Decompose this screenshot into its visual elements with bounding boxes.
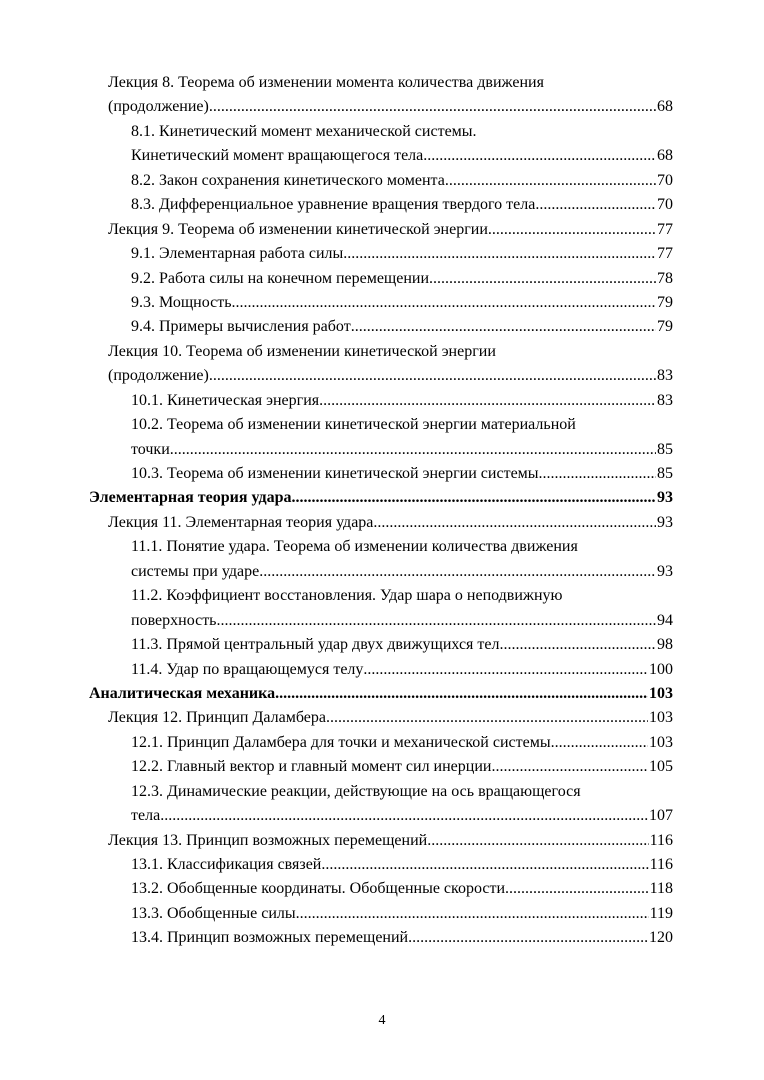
toc-entry-title: 9.2. Работа силы на конечном перемещении bbox=[131, 269, 430, 287]
toc-page-number: 119 bbox=[649, 904, 673, 922]
dot-leader bbox=[160, 804, 648, 828]
toc-entry[interactable] bbox=[89, 829, 673, 853]
toc-page-number: 103 bbox=[649, 684, 673, 702]
dot-leader bbox=[351, 315, 656, 339]
dot-leader bbox=[429, 267, 656, 291]
dot-leader bbox=[343, 242, 656, 266]
dot-leader bbox=[326, 706, 648, 730]
toc-entry-title: 10.1. Кинетическая энергия bbox=[131, 391, 320, 409]
toc-entry-line bbox=[89, 780, 673, 804]
toc-entry-title: (продолжение) bbox=[108, 98, 209, 116]
toc-entry-line bbox=[89, 535, 673, 559]
toc-page-number: 79 bbox=[657, 318, 673, 336]
toc-entry-title: Лекция 13. Принцип возможных перемещений bbox=[108, 831, 428, 849]
dot-leader bbox=[321, 853, 648, 877]
dot-leader bbox=[363, 658, 648, 682]
toc-entry[interactable] bbox=[89, 169, 673, 193]
toc-entry-title: Лекция 8. Теорема об изменении момента количества движения bbox=[108, 74, 544, 91]
dot-leader bbox=[488, 218, 656, 242]
dot-leader bbox=[291, 486, 656, 510]
toc-entry-title: поверхность bbox=[131, 611, 217, 629]
toc-entry[interactable] bbox=[89, 560, 673, 584]
toc-page-number: 70 bbox=[657, 171, 673, 189]
toc-entry[interactable] bbox=[89, 755, 673, 779]
toc-entry-title: тела bbox=[131, 807, 161, 825]
toc-page-number: 83 bbox=[657, 391, 673, 409]
dot-leader bbox=[505, 877, 649, 901]
toc-entry-line bbox=[89, 584, 673, 608]
dot-leader bbox=[259, 560, 656, 584]
toc-entry-title: 12.2. Главный вектор и главный момент сил инерции bbox=[131, 758, 492, 776]
toc-page-number: 118 bbox=[649, 880, 673, 898]
toc-entry-title: 9.3. Мощность bbox=[131, 293, 232, 311]
toc-entry-title: 10.2. Теорема об изменении кинетической энергии материальной bbox=[131, 416, 576, 434]
toc-entry-title: Лекция 11. Элементарная теория удара bbox=[108, 513, 374, 531]
toc-entry-title: точки bbox=[131, 440, 170, 458]
toc-page-number: 93 bbox=[657, 489, 673, 507]
toc-page-number: 77 bbox=[657, 220, 673, 238]
toc-entry-title: 11.4. Удар по вращающемуся телу bbox=[131, 660, 364, 678]
toc-page-number: 116 bbox=[649, 831, 673, 849]
toc-entry-title: 8.3. Дифференциальное уравнение вращения твердого тела bbox=[131, 196, 536, 214]
toc-entry[interactable] bbox=[89, 242, 673, 266]
dot-leader bbox=[408, 926, 648, 950]
toc-entry[interactable] bbox=[89, 364, 673, 388]
toc-entry[interactable] bbox=[89, 193, 673, 217]
toc-page-number: 68 bbox=[657, 98, 673, 116]
toc-entry[interactable] bbox=[89, 853, 673, 877]
toc-entry[interactable] bbox=[89, 609, 673, 633]
toc-entry[interactable] bbox=[89, 267, 673, 291]
toc-entry-title: Лекция 12. Принцип Даламбера bbox=[108, 709, 326, 727]
toc-page-number: 70 bbox=[657, 196, 673, 214]
toc-page-number: 77 bbox=[657, 245, 673, 263]
toc-entry[interactable] bbox=[89, 682, 673, 706]
toc-entry-line bbox=[89, 413, 673, 437]
dot-leader bbox=[491, 755, 648, 779]
toc-entry[interactable] bbox=[89, 633, 673, 657]
toc-page-number: 98 bbox=[657, 636, 673, 654]
toc-entry-title: 11.1. Понятие удара. Теорема об изменении количества движения bbox=[131, 538, 578, 556]
toc-entry-title: Кинетический момент вращающегося тела bbox=[131, 147, 424, 165]
toc-page-number: 120 bbox=[649, 929, 673, 947]
toc-entry-line bbox=[89, 340, 673, 364]
toc-entry[interactable] bbox=[89, 462, 673, 486]
toc-page-number: 78 bbox=[657, 269, 673, 287]
toc-entry-title: (продолжение) bbox=[108, 367, 209, 385]
toc-entry-line bbox=[89, 120, 673, 144]
toc-entry-title: Лекция 10. Теорема об изменении кинетической энергии bbox=[108, 342, 496, 360]
dot-leader bbox=[209, 364, 656, 388]
toc-entry[interactable] bbox=[89, 291, 673, 315]
toc-entry-title: 13.1. Классификация связей bbox=[131, 856, 322, 873]
toc-entry-title: 13.4. Принцип возможных перемещений bbox=[131, 929, 409, 947]
dot-leader bbox=[373, 511, 656, 535]
toc-page-number: 79 bbox=[657, 293, 673, 311]
toc-page-number: 85 bbox=[657, 465, 673, 482]
toc-entry[interactable] bbox=[89, 486, 673, 510]
page-number: 4 bbox=[378, 1013, 386, 1028]
toc-entry[interactable] bbox=[89, 804, 673, 828]
dot-leader bbox=[427, 829, 648, 853]
toc-entry-title: системы при ударе bbox=[131, 562, 260, 580]
toc-entry-title: 9.4. Примеры вычисления работ bbox=[131, 318, 351, 336]
dot-leader bbox=[445, 169, 656, 193]
toc-page-number: 100 bbox=[649, 660, 673, 678]
dot-leader bbox=[423, 144, 656, 168]
toc-page-number: 83 bbox=[657, 367, 673, 385]
toc-page-number: 85 bbox=[657, 440, 673, 458]
toc-entry-title: 12.1. Принцип Даламбера для точки и механической системы bbox=[131, 733, 551, 751]
toc-entry-title: 13.2. Обобщенные координаты. Обобщенные скорости bbox=[131, 880, 506, 898]
toc-entry[interactable] bbox=[89, 144, 673, 168]
dot-leader bbox=[535, 193, 656, 217]
toc-entry-title: 11.2. Коэффициент восстановления. Удар шара о неподвижную bbox=[131, 587, 563, 605]
toc-entry-title: 12.3. Динамические реакции, действующие на ось вращающегося bbox=[131, 782, 581, 800]
toc-entry-title: Аналитическая механика bbox=[89, 684, 276, 702]
toc-entry[interactable] bbox=[89, 438, 673, 462]
toc-entry[interactable] bbox=[89, 95, 673, 119]
toc-entry-title: 13.3. Обобщенные силы bbox=[131, 904, 296, 922]
toc-entry-title: 10.3. Теорема об изменении кинетической энергии системы bbox=[131, 465, 539, 482]
toc-entry-line bbox=[89, 71, 673, 95]
toc-entry-title: Лекция 9. Теорема об изменении кинетической энергии bbox=[108, 220, 488, 238]
dot-leader bbox=[551, 731, 648, 755]
toc-entry-title: 8.2. Закон сохранения кинетического момента bbox=[131, 171, 445, 189]
toc-entry[interactable] bbox=[89, 926, 673, 950]
dot-leader bbox=[296, 902, 649, 926]
dot-leader bbox=[319, 389, 656, 413]
toc-entry-title: 8.1. Кинетический момент механической системы. bbox=[131, 122, 477, 140]
dot-leader bbox=[539, 462, 656, 486]
toc-page-number: 103 bbox=[649, 709, 673, 727]
toc-entry[interactable] bbox=[89, 658, 673, 682]
dot-leader bbox=[170, 438, 656, 462]
toc-page-number: 94 bbox=[657, 611, 673, 629]
toc-page-number: 105 bbox=[649, 758, 673, 776]
dot-leader bbox=[232, 291, 657, 315]
toc-entry[interactable] bbox=[89, 315, 673, 339]
toc-entry-title: Элементарная теория удара bbox=[89, 489, 292, 507]
dot-leader bbox=[209, 95, 656, 119]
toc-page-number: 107 bbox=[649, 807, 673, 825]
table-of-contents bbox=[89, 71, 673, 951]
toc-page-number: 103 bbox=[649, 733, 673, 751]
toc-entry-title: 9.1. Элементарная работа силы bbox=[131, 245, 344, 263]
toc-entry[interactable] bbox=[89, 389, 673, 413]
toc-entry[interactable] bbox=[89, 902, 673, 926]
toc-entry-title: 11.3. Прямой центральный удар двух движущихся тел bbox=[131, 636, 500, 654]
toc-page-number: 93 bbox=[657, 562, 673, 580]
dot-leader bbox=[275, 682, 648, 706]
toc-entry[interactable] bbox=[89, 706, 673, 730]
toc-entry[interactable] bbox=[89, 511, 673, 535]
toc-page-number: 93 bbox=[657, 513, 673, 531]
dot-leader bbox=[216, 609, 656, 633]
toc-entry[interactable] bbox=[89, 218, 673, 242]
toc-page-number: 116 bbox=[649, 856, 673, 873]
toc-page-number: 68 bbox=[657, 147, 673, 165]
dot-leader bbox=[499, 633, 656, 657]
toc-entry[interactable] bbox=[89, 877, 673, 901]
toc-entry[interactable] bbox=[89, 731, 673, 755]
